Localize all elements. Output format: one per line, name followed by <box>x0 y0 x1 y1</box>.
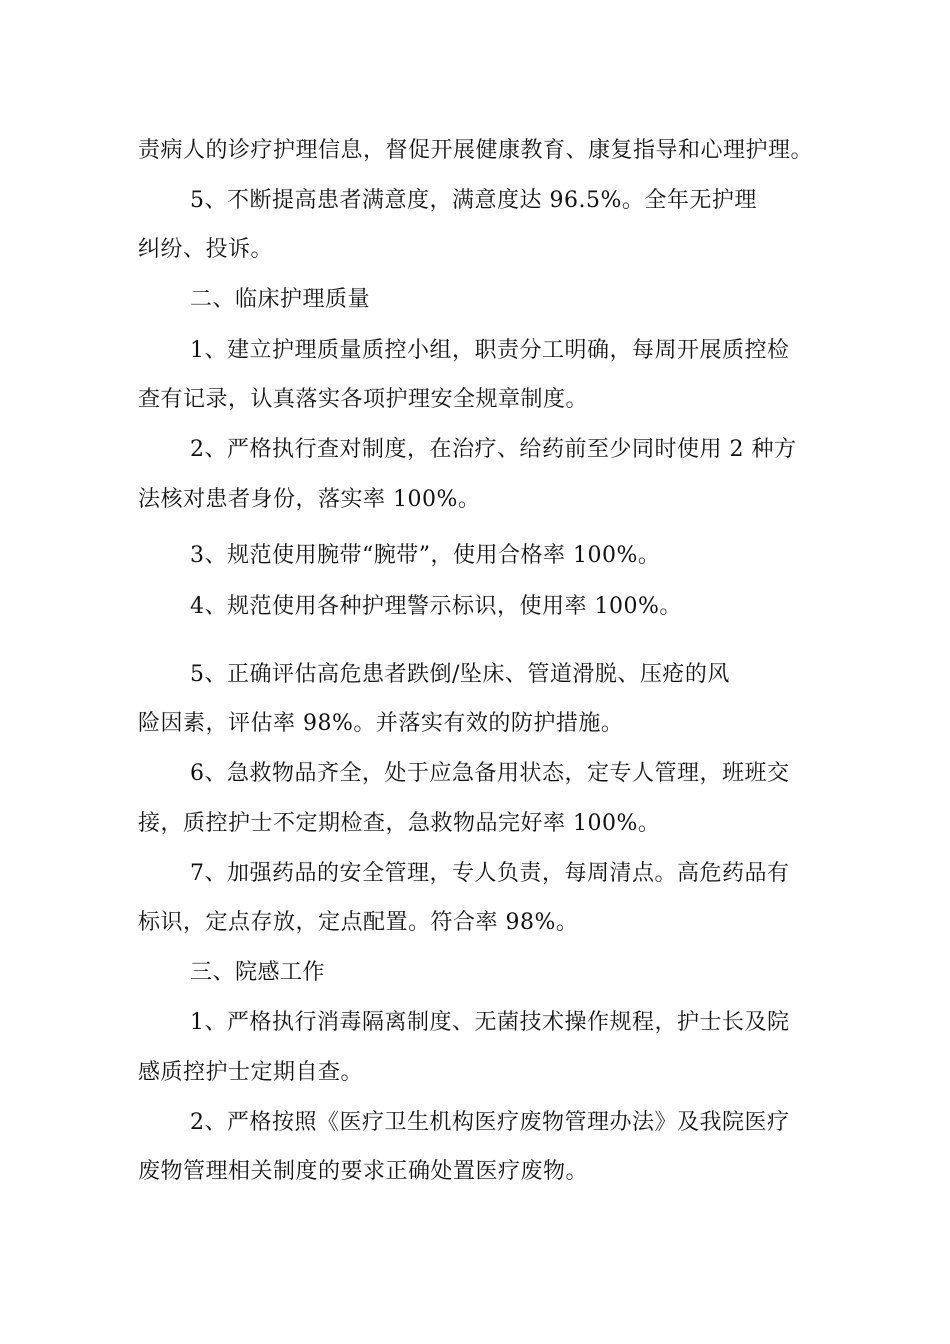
paragraph-line: 6、急救物品齐全，处于应急备用状态，定专人管理，班班交 <box>190 761 790 786</box>
paragraph-line: 废物管理相关制度的要求正确处置医疗废物。 <box>138 1159 589 1184</box>
paragraph-line: 纠纷、投诉。 <box>138 237 274 262</box>
paragraph-line: 5、不断提高患者满意度，满意度达 96.5%。全年无护理 <box>190 188 757 213</box>
paragraph-line: 险因素，评估率 98%。并落实有效的防护措施。 <box>138 711 624 736</box>
paragraph-line: 查有记录，认真落实各项护理安全规章制度。 <box>138 387 589 412</box>
paragraph-line: 责病人的诊疗护理信息，督促开展健康教育、康复指导和心理护理。 <box>138 138 814 163</box>
paragraph-line: 接，质控护士不定期检查，急救物品完好率 100%。 <box>138 811 661 836</box>
paragraph-line: 1、严格执行消毒隔离制度、无菌技术操作规程，护士长及院 <box>190 1010 790 1035</box>
section-heading: 二、临床护理质量 <box>190 287 371 312</box>
paragraph-line: 7、加强药品的安全管理，专人负责，每周清点。高危药品有 <box>190 861 790 886</box>
paragraph-line: 1、建立护理质量质控小组，职责分工明确，每周开展质控检 <box>190 338 790 363</box>
paragraph-line: 法核对患者身份，落实率 100%。 <box>138 487 481 512</box>
paragraph-line: 3、规范使用腕带“腕带”，使用合格率 100%。 <box>190 543 661 568</box>
section-heading: 三、院感工作 <box>190 960 326 985</box>
paragraph-line: 5、正确评估高危患者跌倒/坠床、管道滑脱、压疮的风 <box>190 662 730 687</box>
paragraph-line: 4、规范使用各种护理警示标识，使用率 100%。 <box>190 594 682 619</box>
paragraph-line: 2、严格执行查对制度，在治疗、给药前至少同时使用 2 种方 <box>190 437 797 462</box>
paragraph-line: 2、严格按照《医疗卫生机构医疗废物管理办法》及我院医疗 <box>190 1110 790 1135</box>
paragraph-line: 感质控护士定期自查。 <box>138 1060 364 1085</box>
paragraph-line: 标识，定点存放，定点配置。符合率 98%。 <box>138 910 579 935</box>
